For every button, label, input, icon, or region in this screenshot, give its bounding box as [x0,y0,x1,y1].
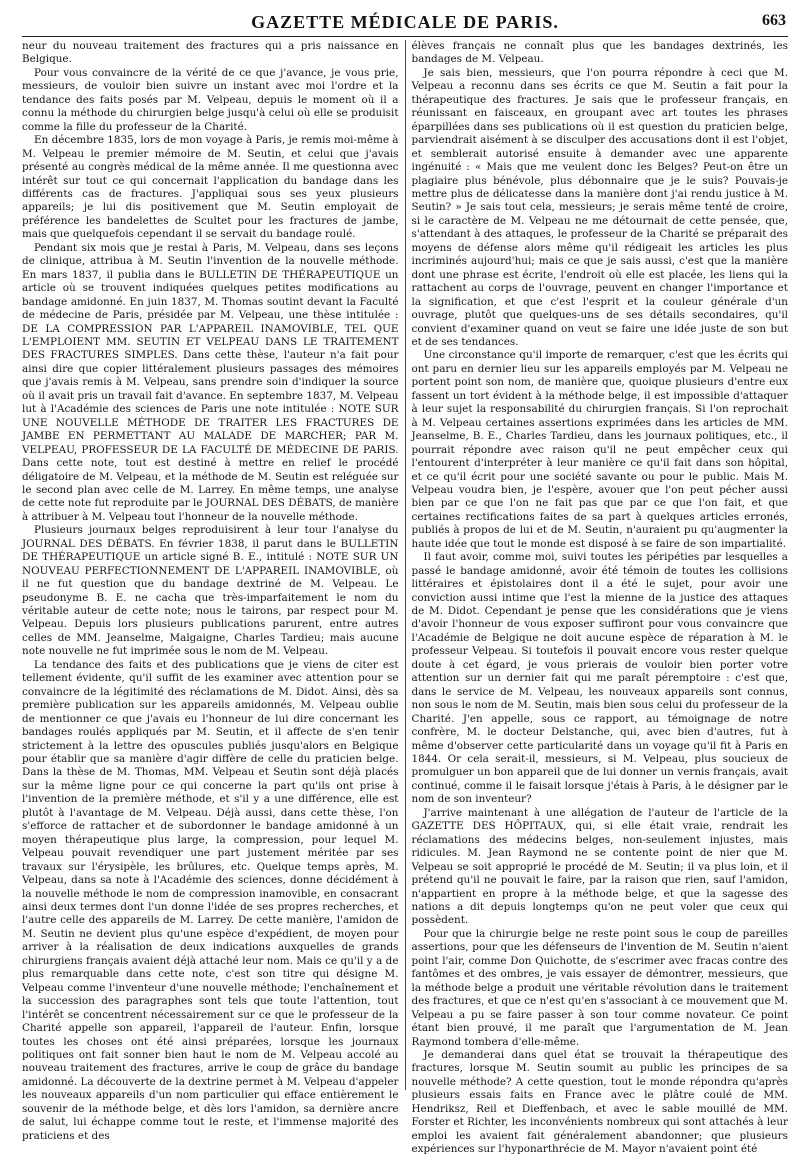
paragraph: J'arrive maintenant à une allégation de l'auteur de l'article de la GAZETTE DES HÔPITAUX, qui, si elle était vraie, rendrait les réclamations des médecins belges, non-seulement injustes, mais ridicules. M. Jean Raymond ne se contente point de nier que M. Velpeau se soit approprié le procédé de M. Seutin; il va plus loin, et il prétend qu'il ne pouvait le faire, par la raison que rien, sauf l'amidon, n'appartient en propre à la méthode belge, et que la sagesse des nations a dit depuis longtemps qu'on ne peut voler que ceux qui possèdent. [411,806,788,927]
paragraph: En décembre 1835, lors de mon voyage à Paris, je remis moi-même à M. Velpeau le premier mémoire de M. Seutin, et celui que j'avais présenté au congrès médical de la même année. Il me questionna avec intérêt sur tout ce qui concernait l'application du bandage dans les différents cas de fractures. J'appliquai sous ses yeux plusieurs appareils; je lui dis positivement que M. Seutin employait de préférence les bandelettes de Scultet pour les fractures de jambe, mais que quelquefois cependant il se servait du bandage roulé. [22,134,399,241]
page-header [22,10,788,37]
paragraph: La tendance des faits et des publications que je viens de citer est tellement évidente, qu'il suffit de les examiner avec attention pour se convaincre de la légitimité des réclamations de M. Didot. Ainsi, dès sa première publication sur les appareils amidonnés, M. Velpeau oublie de mentionner ce que j'avais eu l'honneur de lui dire concernant les bandages roulés appliqués par M. Seutin, et il affecte de s'en tenir strictement à la lettre des opuscules publiés jusqu'alors en Belgique pour établir que sa manière d'agir diffère de celle du praticien belge. Dans la thèse de M. Thomas, MM. Velpeau et Seutin sont déjà placés sur la même ligne pour ce qui concerne la part qu'ils ont prise à l'invention de la première méthode, et s'il y a une différence, elle est plutôt à l'avantage de M. Velpeau. Déjà aussi, dans cette thèse, l'on s'efforce de rattacher et de subordonner le bandage amidonné à un moyen thérapeutique plus large, la compression, pour lequel M. Velpeau pouvait revendiquer une part justement méritée par ses travaux sur l'érysipèle, les brûlures, etc. Quelque temps après, M. Velpeau, dans sa note à l'Académie des sciences, donne décidément à la nouvelle méthode le nom de compression inamovible, en consacrant ainsi deux termes dont l'un donne l'idée de ses propres recherches, et l'autre celle des appareils de M. Larrey. De cette manière, l'amidon de M. Seutin ne devient plus qu'une espèce d'expédient, de moyen pour arriver à la réalisation de deux indications auxquelles de grands chirurgiens français avaient déjà attaché leur nom. Mais ce qu'il y a de plus remarquable dans cette note, c'est son titre qui désigne M. Velpeau comme l'inventeur d'une nouvelle méthode; l'enchaînement et la succession des paragraphes sont tels que toute l'attention, tout l'intérêt se concentrent nécessairement sur ce que le professeur de la Charité appelle son appareil, l'appareil de l'auteur. Enfin, lorsque toutes les choses ont été ainsi préparées, lorsque les journaux politiques ont fait sonner bien haut le nom de M. Velpeau accolé au nouveau traitement des fractures, arrive le coup de grâce du bandage amidonné. La découverte de la dextrine permet à M. Velpeau d'appeler les nouveaux appareils d'un nom particulier qui efface entièrement le souvenir de la méthode belge, et dès lors l'amidon, sa dernière ancre de salut, lui échappe comme tout le reste, et l'immense majorité des praticiens et des [22,658,399,1142]
journal-title: GAZETTE MÉDICALE DE PARIS. [251,12,559,32]
page-number: 663 [762,12,786,29]
right-column [408,40,789,1156]
paragraph: Pour vous convaincre de la vérité de ce que j'avance, je vous prie, messieurs, de vouloir bien suivre un instant avec moi l'ordre et la tendance des faits posés par M. Velpeau, depuis le moment où il a connu la méthode du chirurgien belge jusqu'à celui où elle se produisit comme la fille du professeur de la Charité. [22,66,399,133]
paragraph: Pour que la chirurgie belge ne reste point sous le coup de pareilles assertions, pour que les défenseurs de l'invention de M. Seutin n'aient point l'air, comme Don Quichotte, de s'escrimer avec fracas contre des fantômes et des ombres, je vais essayer de démontrer, messieurs, que la méthode belge a produit une véritable révolution dans le traitement des fractures, et que ce n'est qu'en s'associant à ce mouvement que M. Velpeau a pu se faire passer à son tour comme novateur. Ce point étant bien prouvé, il me paraît que l'argumentation de M. Jean Raymond tombera d'elle-même. [411,927,788,1048]
paragraph: Je demanderai dans quel état se trouvait la thérapeutique des fractures, lorsque M. Seutin soumit au public les principes de sa nouvelle méthode? A cette question, tout le monde répondra qu'après plusieurs essais faits en France avec le plâtre coulé de MM. Hendriksz, Reil et Dieffenbach, et avec le sable mouillé de MM. Forster et Richter, les inconvénients nombreux qui sont attachés à leur emploi les avaient fait généralement abandonner; que plusieurs expériences sur l'hyponarthrécie de M. Mayor n'avaient point été [411,1048,788,1156]
paragraph: neur du nouveau traitement des fractures qui a pris naissance en Belgique. [22,40,399,66]
paragraph: élèves français ne connaît plus que les bandages dextrinés, les bandages de M. Velpeau. [411,40,788,66]
column-divider [405,40,406,1090]
left-column [22,40,403,1142]
paragraph: Il faut avoir, comme moi, suivi toutes les péripéties par lesquelles a passé le bandage amidonné, avoir été témoin de toutes les collisions littéraires et épistolaires dont il a été le sujet, pour avoir une conviction aussi intime que l'est la mienne de la justice des attaques de M. Didot. Cependant je pense que les considérations que je viens d'avoir l'honneur de vous exposer suffiront pour vous convaincre que l'Académie de Belgique ne doit aucune espèce de réparation à M. le professeur Velpeau. Si toutefois il pouvait encore vous rester quelque doute à cet égard, je vous prierais de vouloir bien porter votre attention sur un dernier fait qui me paraît péremptoire : c'est que, dans le service de M. Velpeau, les nouveaux appareils sont connus, non sous le nom de M. Seutin, mais bien sous celui du professeur de la Charité. J'en appelle, sous ce rapport, au témoignage de notre confrère, M. le docteur Delstanche, qui, avec bien d'autres, fut à même d'observer cette particularité dans un voyage qu'il fit à Paris en 1844. Or cela serait-il, messieurs, si M. Velpeau, plus soucieux de promulguer un bon appareil que de lui donner un vernis français, avait continué, comme il le faisait lorsque j'étais à Paris, à le désigner par le nom de son inventeur? [411,551,788,806]
paragraph: Pendant six mois que je restai à Paris, M. Velpeau, dans ses leçons de clinique, attribua à M. Seutin l'invention de la nouvelle méthode. En mars 1837, il publia dans le BULLETIN DE THÉRAPEUTIQUE un article où se trouvent indiquées quelques petites modifications au bandage amidonné. En juin 1837, M. Thomas soutint devant la Faculté de médecine de Paris, présidée par M. Velpeau, une thèse intitulée : DE LA COMPRESSION PAR L'APPAREIL INAMOVIBLE, TEL QUE L'EMPLOIENT MM. SEUTIN ET VELPEAU DANS LE TRAITEMENT DES FRACTURES SIMPLES. Dans cette thèse, l'auteur n'a fait pour ainsi dire que copier littéralement plusieurs passages des mémoires que j'avais remis à M. Velpeau, sans prendre soin d'indiquer la source où il avait pris un travail fait d'avance. En septembre 1837, M. Velpeau lut à l'Académie des sciences de Paris une note intitulée : NOTE SUR UNE NOUVELLE MÉTHODE DE TRAITER LES FRACTURES DE JAMBE EN PERMETTANT AU MALADE DE MARCHER; PAR M. VELPEAU, PROFESSEUR DE LA FACULTÉ DE MÉDECINE DE PARIS. Dans cette note, tout est destiné à mettre en relief le procédé déligatoire de M. Velpeau, et la méthode de M. Seutin est reléguée sur le second plan avec celle de M. Larrey. En même temps, une analyse de cette note fut reproduite par le JOURNAL DES DÉBATS, de manière à attribuer à M. Velpeau tout l'honneur de la nouvelle méthode. [22,241,399,523]
text-columns [22,40,788,1156]
paragraph: Une circonstance qu'il importe de remarquer, c'est que les écrits qui ont paru en dernier lieu sur les appareils employés par M. Velpeau ne portent point son nom, de manière que, quoique plusieurs d'entre eux fassent un tort évident à la méthode belge, il est impossible d'attaquer à leur sujet la responsabilité du chirurgien français. Si l'on reprochait à M. Velpeau certaines assertions exprimées dans les articles de MM. Jeanselme, B. E., Charles Tardieu, dans les journaux politiques, etc., il pourrait répondre avec raison qu'il ne peut empêcher ceux qui l'entourent d'interpréter à leur manière ce qu'il fait dans son hôpital, et ce qu'il écrit pour une société savante ou pour le public. Mais M. Velpeau voudra bien, je l'espère, avouer que l'on peut pécher aussi bien par ce que l'on ne fait pas que par ce que l'on fait, et que certaines rectifications faites de sa part à quelques articles erronés, publiés à propos de lui et de M. Seutin, n'auraient pu qu'augmenter la haute idée que tout le monde est disposé à se faire de son impartialité. [411,349,788,550]
paragraph: Je sais bien, messieurs, que l'on pourra répondre à ceci que M. Velpeau a reconnu dans ses écrits ce que M. Seutin a fait pour la thérapeutique des fractures. Je sais que le professeur français, en réunissant en faisceaux, en groupant avec art toutes les phrases éparpillées dans ses publications où il est question du praticien belge, parviendrait aisément à se disculper des accusations dont il est l'objet, et semblerait autorisé ensuite à demander avec une apparente ingénuité : « Mais que me veulent donc les Belges? Peut-on être un plagiaire plus bénévole, plus débonnaire que je le suis? Pouvais-je mettre plus de délicatesse dans la manière dont j'ai rendu justice à M. Seutin? » Je sais tout cela, messieurs; je serais même tenté de croire, si le caractère de M. Velpeau ne me détournait de cette pensée, que, s'attendant à des attaques, le professeur de la Charité se préparait des moyens de défense alors même qu'il rédigeait les articles les plus incriminés aujourd'hui; mais ce que je sais aussi, c'est que la manière dont une phrase est écrite, l'endroit où elle est placée, les liens qui la rattachent au corps de l'ouvrage, peuvent en changer l'importance et la signification, et que c'est l'esprit et la couleur générale d'un ouvrage, plutôt que quelques-uns de ses détails secondaires, qu'il convient d'examiner quand on veut se faire une idée juste de son but et de ses tendances. [411,66,788,348]
paragraph: Plusieurs journaux belges reproduisirent à leur tour l'analyse du JOURNAL DES DÉBATS. En février 1838, il parut dans le BULLETIN DE THÉRAPEUTIQUE un article signé B. E., intitulé : NOTE SUR UN NOUVEAU PERFECTIONNEMENT DE L'APPAREIL INAMOVIBLE, où il ne fut question que du bandage dextriné de M. Velpeau. Le pseudonyme B. E. ne cacha que très-imparfaitement le nom du véritable auteur de cette note; nous le tairons, par respect pour M. Velpeau. Depuis lors plusieurs publications parurent, entre autres celles de MM. Jeanselme, Malgaigne, Charles Tardieu; mais aucune note nouvelle ne fut imprimée sous le nom de M. Velpeau. [22,524,399,658]
